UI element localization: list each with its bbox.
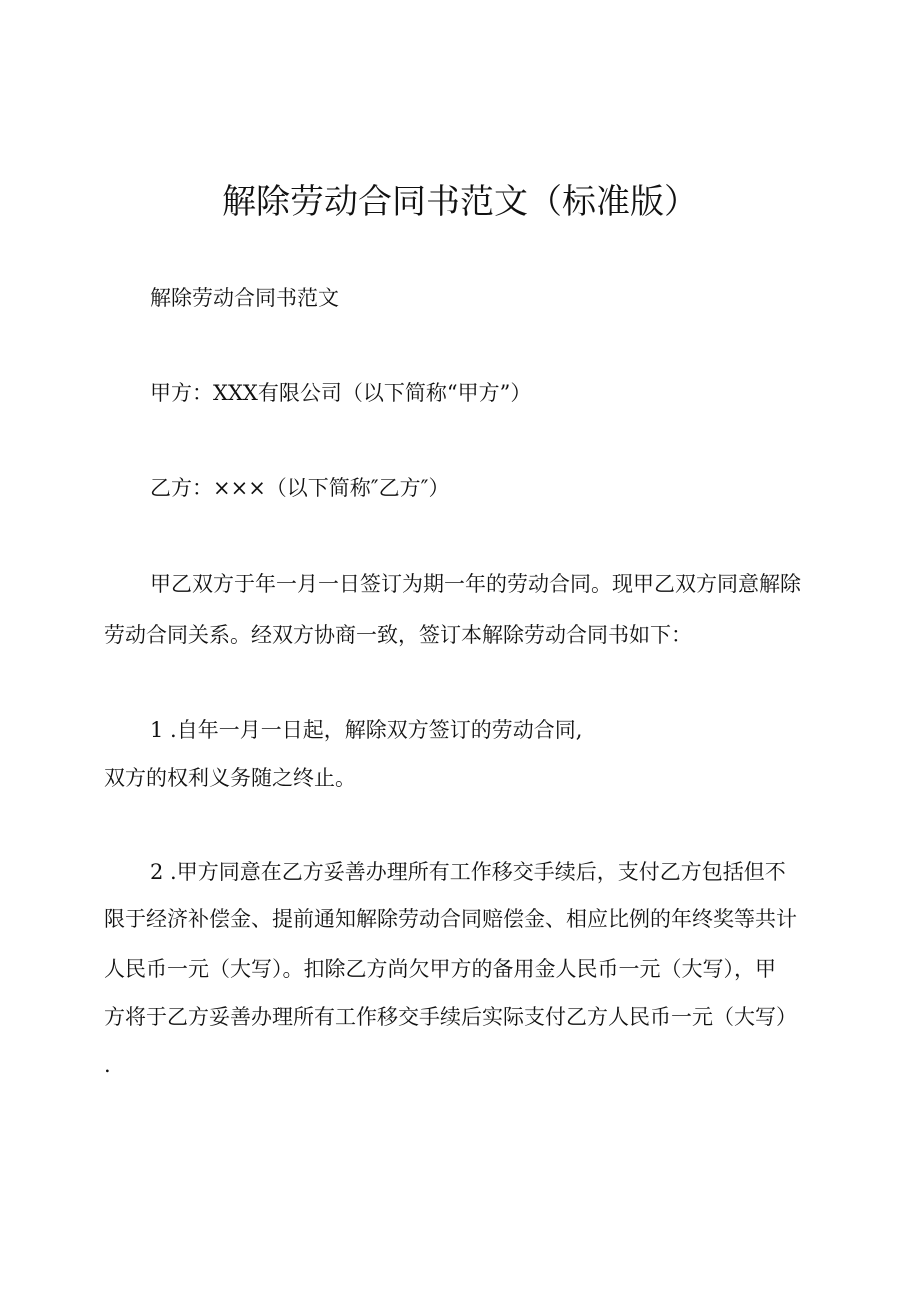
clause1-line-1: 1 .自年一月一日起，解除双方签订的劳动合同,	[150, 718, 583, 742]
clause1-line-2: 双方的权利义务随之终止。	[104, 766, 356, 790]
clause2-line-2: 限于经济补偿金、提前通知解除劳动合同赔偿金、相应比例的年终奖等共计	[104, 907, 797, 931]
document-subtitle: 解除劳动合同书范文	[150, 286, 339, 310]
clause2-line-3: 人民币一元（大写）。扣除乙方尚欠甲方的备用金人民币一元（大写），甲	[104, 957, 776, 981]
intro-line-2: 劳动合同关系。经双方协商一致，签订本解除劳动合同书如下：	[104, 623, 692, 647]
party-b-line: 乙方：×××（以下简称″乙方″）	[150, 476, 450, 500]
clause2-line-1: 2 .甲方同意在乙方妥善办理所有工作移交手续后，支付乙方包括但不	[150, 860, 786, 884]
clause2-line-4: 方将于乙方妥善办理所有工作移交手续后实际支付乙方人民币一元（大写）	[104, 1005, 797, 1029]
clause2-line-5: .	[104, 1053, 111, 1077]
document-title: 解除劳动合同书范文（标准版）	[222, 182, 698, 222]
intro-line-1: 甲乙双方于年一月一日签订为期一年的劳动合同。现甲乙双方同意解除	[150, 572, 801, 596]
party-a-line: 甲方：XXX有限公司（以下简称“甲方”）	[150, 381, 532, 405]
